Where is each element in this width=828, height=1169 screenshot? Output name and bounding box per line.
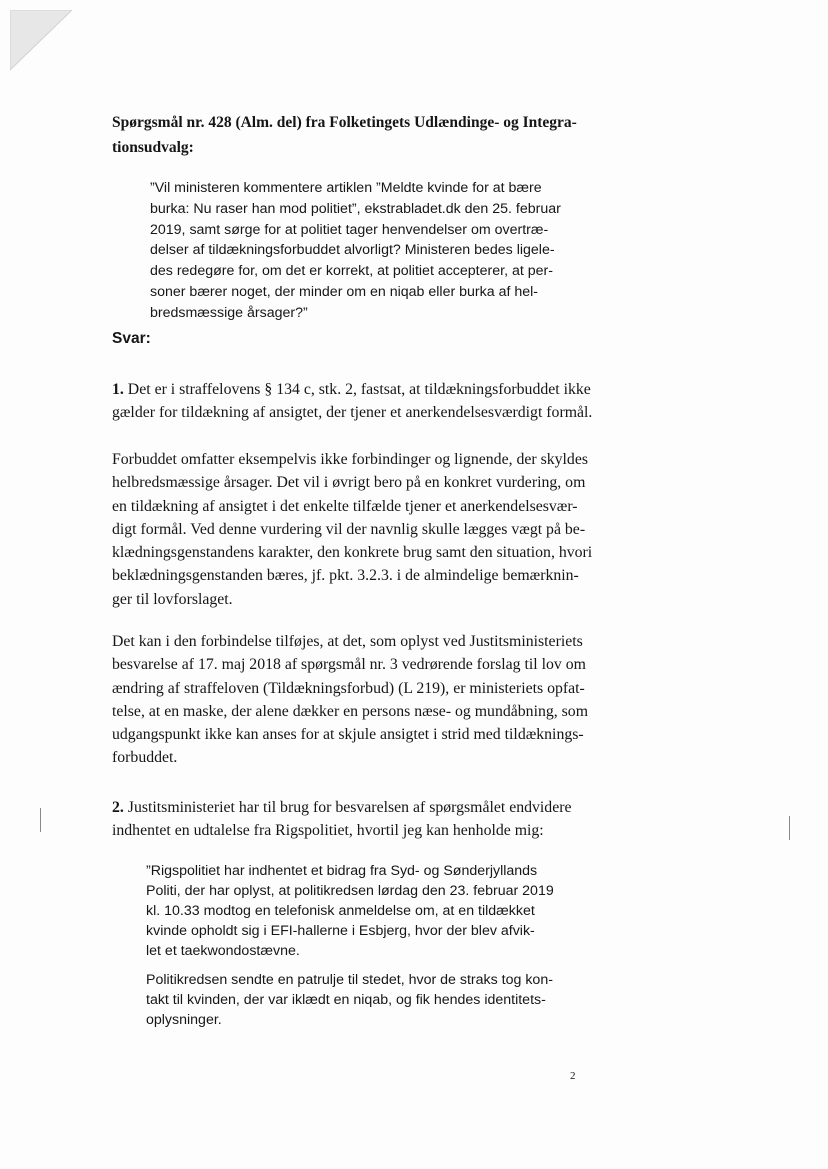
paragraph-line: digt formål. Ved denne vurdering vil der navnlig skulle lægges vægt på be- bbox=[112, 520, 586, 538]
paragraph-line: en tildækning af ansigtet i det enkelte tilfælde tjener et anerkendelsesvær- bbox=[112, 497, 578, 515]
page-number: 2 bbox=[570, 1070, 576, 1082]
quote-line: ”Rigspolitiet har indhentet et bidrag fra Syd- og Sønderjyllands bbox=[146, 863, 538, 879]
paragraph-line bbox=[112, 796, 571, 819]
paragraph-line: indhentet en udtalelse fra Rigspolitiet, hvortil jeg kan henholde mig: bbox=[112, 822, 544, 840]
paragraph-text: Justitsministeriet har til brug for besvarelsen af spørgsmålet endvidere bbox=[123, 799, 572, 816]
paragraph-number: 1. bbox=[112, 381, 124, 398]
rigspolitiet-quote-continued bbox=[146, 970, 553, 1030]
paragraph-line: beklædningsgenstanden bæres, jf. pkt. 3.2.3. i de almindelige bemærknin- bbox=[112, 567, 579, 585]
paragraph-line: besvarelse af 17. maj 2018 af spørgsmål nr. 3 vedrørende forslag til lov om bbox=[112, 656, 586, 674]
rigspolitiet-quote bbox=[146, 861, 554, 961]
question-line: des redegøre for, om det er korrekt, at politiet accepterer, at per- bbox=[150, 263, 553, 280]
paragraph-text: Det er i straffelovens § 134 c, stk. 2, fastsat, at tildækningsforbuddet ikke bbox=[123, 381, 591, 398]
question-line: ”Vil ministeren kommentere artiklen ”Meldte kvinde for at bære bbox=[150, 180, 542, 196]
quote-line: oplysninger. bbox=[146, 1012, 222, 1028]
question-line: bredsmæssige årsager?” bbox=[150, 304, 308, 321]
paragraph-line: udgangspunkt ikke kan anses for at skjule ansigtet i strid med tildæknings- bbox=[112, 726, 584, 744]
paragraph-line: ændring af straffeloven (Tildækningsforbud) (L 219), er ministeriets opfat- bbox=[112, 679, 585, 697]
margin-mark-left bbox=[40, 808, 41, 832]
paragraph-line: ger til lovforslaget. bbox=[112, 590, 233, 608]
question-heading bbox=[112, 110, 577, 160]
quote-line: Politikredsen sendte en patrulje til stedet, hvor de straks tog kon- bbox=[146, 972, 553, 988]
question-line: soner bærer noget, der minder om en niqab eller burka af hel- bbox=[150, 283, 539, 300]
heading-line: Spørgsmål nr. 428 (Alm. del) fra Folketingets Udlændinge- og Integra- bbox=[112, 114, 577, 131]
paragraph-line: telse, at en maske, der alene dækker en persons næse- og mundåbning, som bbox=[112, 702, 588, 720]
quote-line: takt til kvinden, der var iklædt en niqab, og fik hendes identitets- bbox=[146, 992, 546, 1008]
page-corner-fold bbox=[10, 10, 74, 72]
paragraph-number: 2. bbox=[112, 799, 124, 816]
answer-paragraph-4 bbox=[112, 796, 571, 843]
paragraph-line: helbredsmæssige årsager. Det vil i øvrigt bero på en konkret vurdering, om bbox=[112, 474, 586, 492]
question-quote bbox=[150, 178, 561, 324]
answer-paragraph-1 bbox=[112, 378, 592, 425]
question-line: delser af tildækningsforbuddet alvorligt? Ministeren bedes ligele- bbox=[150, 242, 555, 259]
question-line: 2019, samt sørge for at politiet tager henvendelser om overtræ- bbox=[150, 221, 549, 238]
answer-paragraph-3 bbox=[112, 630, 588, 770]
paragraph-line: gælder for tildækning af ansigtet, der tjener et anerkendelsesværdigt formål. bbox=[112, 404, 593, 422]
answer-label: Svar: bbox=[112, 330, 151, 347]
paragraph-line: Det kan i den forbindelse tilføjes, at det, som oplyst ved Justitsministeriets bbox=[112, 633, 583, 650]
quote-line: Politi, der har oplyst, at politikredsen lørdag den 23. februar 2019 bbox=[146, 883, 554, 899]
answer-paragraph-2 bbox=[112, 448, 592, 611]
paragraph-line bbox=[112, 378, 592, 401]
paragraph-line: Forbuddet omfatter eksempelvis ikke forbindinger og lignende, der skyldes bbox=[112, 451, 588, 468]
paragraph-line: forbuddet. bbox=[112, 749, 178, 767]
question-line: burka: Nu raser han mod politiet”, ekstrabladet.dk den 25. februar bbox=[150, 200, 561, 217]
quote-line: kl. 10.33 modtog en telefonisk anmeldelse om, at en tildækket bbox=[146, 903, 535, 919]
margin-mark-right bbox=[789, 816, 790, 840]
paragraph-line: klædningsgenstandens karakter, den konkrete brug samt den situation, hvori bbox=[112, 544, 593, 562]
quote-line: kvinde opholdt sig i EFI-hallerne i Esbjerg, hvor der blev afvik- bbox=[146, 923, 535, 939]
heading-line: tionsudvalg: bbox=[112, 139, 194, 156]
quote-line: let et taekwondostævne. bbox=[146, 943, 300, 959]
